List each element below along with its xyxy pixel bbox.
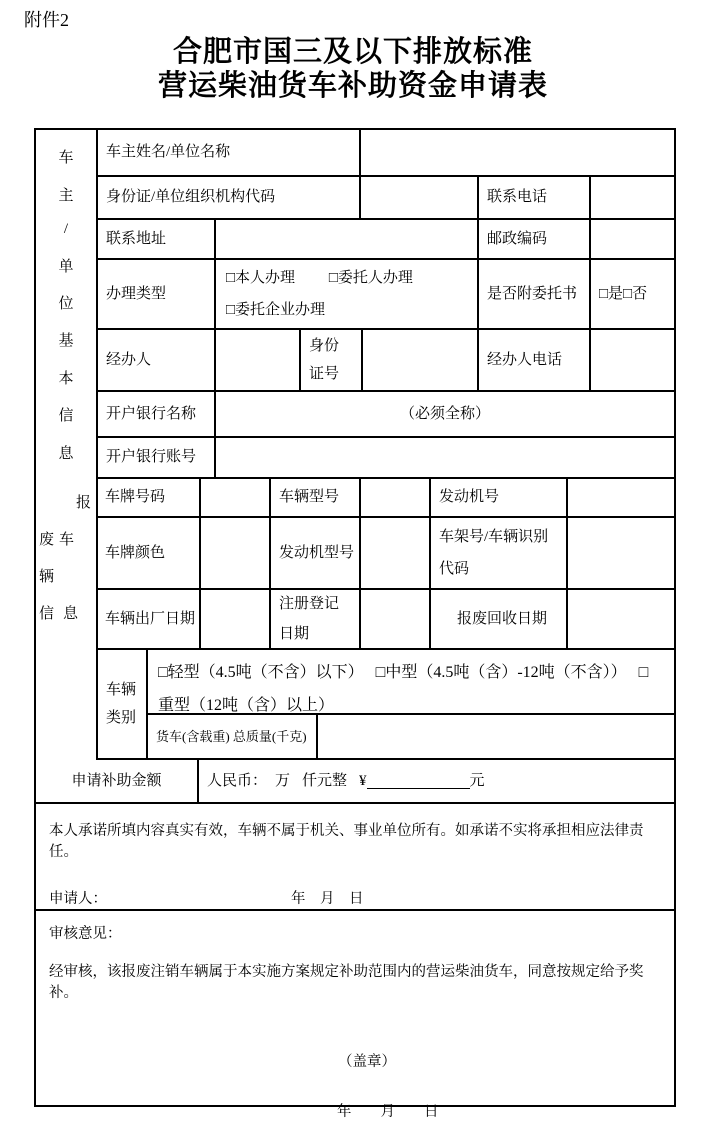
yuan-label: 元 — [469, 772, 485, 789]
handler-label: 经办人 — [98, 330, 216, 390]
upper-section — [36, 130, 674, 760]
yen-sign: ¥ — [359, 772, 367, 789]
row-plate-model-engine — [98, 479, 674, 518]
plate-no-label: 车牌号码 — [98, 479, 201, 516]
engine-model-label: 发动机型号 — [271, 518, 361, 588]
seal-placeholder: （盖章） — [338, 1054, 396, 1070]
vin-label: 车架号/车辆识别代码 — [431, 518, 568, 588]
side-char: 息 — [58, 445, 74, 462]
engine-no-label: 发动机号 — [431, 479, 568, 516]
row-handler — [98, 330, 674, 392]
vehicle-section-label-line2: 废车辆 — [39, 532, 80, 585]
mfg-date-label: 车辆出厂日期 — [98, 590, 201, 648]
checkbox-company-option[interactable]: □委托企业办理 — [226, 302, 326, 318]
row-owner-name — [98, 130, 674, 177]
vin-input-cell[interactable] — [568, 518, 674, 588]
applicant-label: 申请人： — [49, 891, 107, 907]
handler-id-input-cell[interactable] — [363, 330, 479, 390]
qian-label: 仟元整 — [302, 772, 348, 789]
gross-weight-label: 货车(含载重) 总质量(千克) — [148, 715, 318, 758]
checkbox-heavy-option[interactable]: □重型（12吨（含）以上） — [158, 664, 649, 714]
vehicle-section-label — [36, 479, 96, 633]
subsidy-amount-label: 申请补助金额 — [36, 760, 199, 802]
declaration-section — [36, 819, 674, 911]
plate-color-label: 车牌颜色 — [98, 518, 201, 588]
side-char: 单 — [58, 258, 74, 275]
vehicle-model-label: 车辆型号 — [271, 479, 361, 516]
apply-type-options-cell — [216, 260, 479, 328]
bank-account-label: 开户银行账号 — [98, 438, 216, 477]
side-char: 位 — [58, 295, 74, 312]
handler-id-label-line1: 身份 — [309, 338, 340, 354]
applicant-date-placeholder[interactable]: 年 月 日 — [291, 891, 364, 907]
review-section-label: 审核意见： — [49, 926, 122, 942]
row-bank-name — [98, 392, 674, 438]
gross-weight-input-cell[interactable] — [318, 715, 674, 758]
review-section — [36, 922, 674, 1127]
handler-id-label — [301, 330, 363, 390]
side-char: 主 — [58, 187, 74, 204]
vehicle-category-label-line2: 类别 — [106, 710, 137, 726]
checkbox-agent-option[interactable]: □委托人办理 — [328, 270, 413, 286]
vehicle-section-label-line3: 信息 — [39, 606, 88, 622]
form-title-line1: 合肥市国三及以下排放标准 — [172, 34, 533, 68]
bank-account-input-cell[interactable] — [216, 438, 674, 477]
row-dates — [98, 590, 674, 650]
engine-model-input-cell[interactable] — [361, 518, 431, 588]
plate-no-input-cell[interactable] — [201, 479, 271, 516]
review-opinion-text: 经审核，该报废注销车辆属于本实施方案规定补助范围内的营运柴油货车，同意按规定给予奖补。 — [49, 964, 644, 1001]
apply-options-line2 — [226, 294, 325, 326]
attachment-label: 附件2 — [24, 10, 69, 30]
mfg-date-input-cell[interactable] — [201, 590, 271, 648]
vehicle-category-options-cell — [148, 650, 674, 715]
reg-date-label: 注册登记日期 — [271, 590, 361, 648]
row-address — [98, 220, 674, 260]
side-char: 车 — [58, 150, 74, 167]
row-bank-account — [98, 438, 674, 479]
side-char: 基 — [58, 333, 74, 350]
attorney-yes-no-options[interactable]: □是□否 — [599, 285, 648, 302]
side-header-column — [36, 130, 98, 760]
row-color-enginemodel-vin — [98, 518, 674, 590]
postcode-label: 邮政编码 — [479, 220, 591, 258]
handler-id-label-line2: 证号 — [309, 366, 340, 382]
review-date-placeholder[interactable]: 年 月 日 — [337, 1104, 439, 1120]
vehicle-category-label — [98, 650, 148, 758]
promise-text: 本人承诺所填内容真实有效，车辆不属于机关、事业单位所有。如承诺不实将承担相应法律责任。 — [49, 823, 644, 860]
phone-label: 联系电话 — [479, 177, 591, 218]
wan-input-label[interactable]: 万 — [275, 772, 291, 789]
owner-name-label: 车主姓名/单位名称 — [98, 130, 361, 175]
vehicle-section-label-line1: 报 — [75, 495, 91, 511]
amount-underline-input[interactable] — [367, 773, 470, 788]
reg-date-input-cell[interactable] — [361, 590, 431, 648]
apply-type-label: 办理类型 — [98, 260, 216, 328]
checkbox-light-option[interactable]: □轻型（4.5吨（不含）以下） — [158, 664, 364, 681]
address-input-cell[interactable] — [216, 220, 479, 258]
row-apply-type — [98, 260, 674, 330]
postcode-input-cell[interactable] — [591, 220, 674, 258]
row-gross-weight — [148, 715, 674, 758]
bank-name-label: 开户银行名称 — [98, 392, 216, 436]
application-table — [34, 128, 676, 1120]
phone-input-cell[interactable] — [591, 177, 674, 218]
handler-name-input-cell[interactable] — [216, 330, 301, 390]
bank-name-input-cell[interactable] — [216, 392, 674, 436]
upper-rows — [98, 130, 674, 760]
owner-id-input-cell[interactable] — [361, 177, 479, 218]
plate-color-input-cell[interactable] — [201, 518, 271, 588]
address-label: 联系地址 — [98, 220, 216, 258]
engine-no-input-cell[interactable] — [568, 479, 674, 516]
side-char: / — [63, 221, 69, 238]
scrap-date-input-cell[interactable] — [568, 590, 674, 648]
scrap-date-label: 报废回收日期 — [431, 590, 568, 648]
vehicle-model-input-cell[interactable] — [361, 479, 431, 516]
attorney-label: 是否附委托书 — [479, 260, 591, 328]
row-subsidy-amount — [36, 760, 674, 804]
owner-name-input-cell[interactable] — [361, 130, 674, 175]
vehicle-category-rows — [148, 650, 674, 758]
bank-name-note: （必须全称） — [399, 405, 490, 422]
vehicle-category-label-line1: 车辆 — [106, 682, 137, 698]
owner-section-label — [36, 130, 96, 479]
handler-phone-label: 经办人电话 — [479, 330, 591, 390]
owner-id-label: 身份证/单位组织机构代码 — [98, 177, 361, 218]
currency-label: 人民币： — [207, 772, 268, 789]
form-title-line2: 营运柴油货车补助资金申请表 — [157, 68, 548, 102]
row-owner-id — [98, 177, 674, 220]
subsidy-amount-cell — [199, 760, 674, 802]
applicant-line — [49, 887, 661, 908]
row-vehicle-category — [98, 650, 674, 760]
side-char: 信 — [58, 408, 74, 425]
checkbox-medium-option[interactable]: □中型（4.5吨（含）-12吨（不含）） — [375, 664, 627, 681]
apply-options-line1 — [226, 262, 413, 294]
form-title — [0, 34, 706, 102]
side-char: 本 — [58, 370, 74, 387]
handler-phone-input-cell[interactable] — [591, 330, 674, 390]
checkbox-self-option[interactable]: □本人办理 — [226, 270, 296, 286]
